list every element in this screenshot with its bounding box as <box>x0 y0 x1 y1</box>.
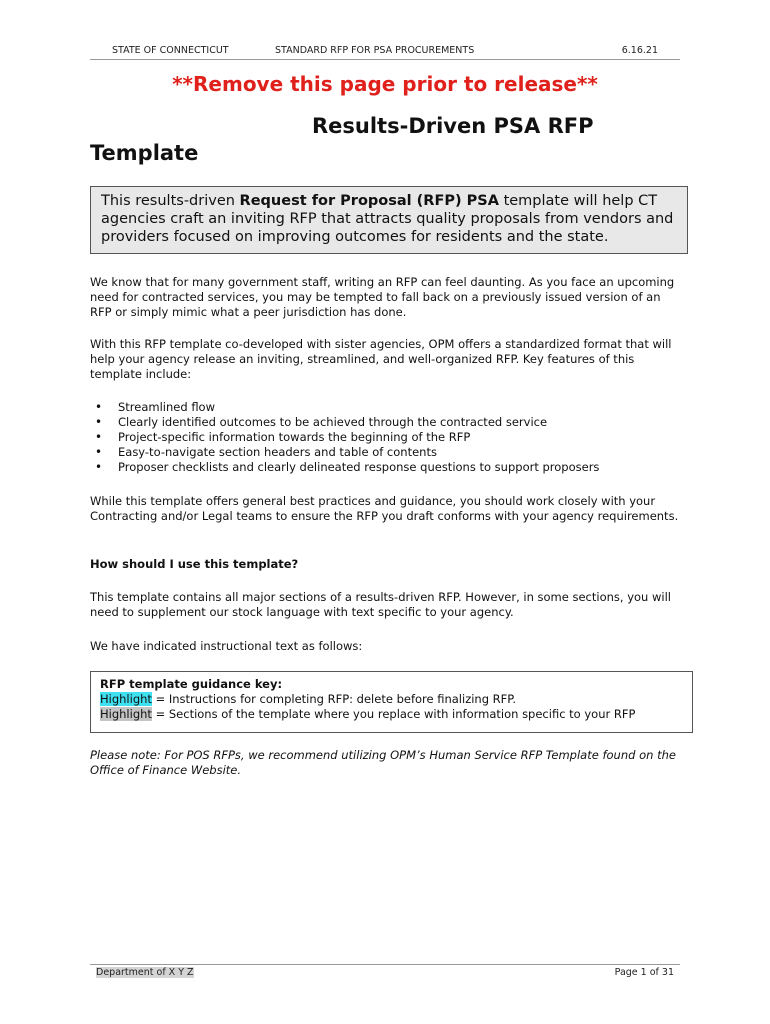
paragraph-template-intro: With this RFP template co-developed with sister agencies, OPM offers a standardized format that will help your agency release an inviting, streamlined, and well-organized RFP. Key features of this template include: <box>90 337 672 381</box>
header-state: STATE OF CONNECTICUT <box>112 45 229 56</box>
pos-rfp-note: Please note: For POS RFPs, we recommend utilizing OPM’s Human Service RFP Template found on the Office of Finance Website. <box>90 748 676 777</box>
guidance-key-text-replace: = Sections of the template where you replace with information specific to your RFP <box>151 707 636 721</box>
paragraph-daunting: We know that for many government staff, writing an RFP can feel daunting. As you face an upcoming need for contracted services, you may be tempted to fall back on a previously issued version of an RFP or simply mimic what a peer jurisdiction has done. <box>90 275 675 319</box>
guidance-key-line-replace <box>100 707 692 722</box>
paragraph-instructional-text: We have indicated instructional text as follows: <box>90 639 363 653</box>
list-item: • Clearly identified outcomes to be achieved through the contracted service <box>90 415 680 430</box>
callout-suffix: template will help CT agencies craft an inviting RFP that attracts quality proposals from vendors and providers focused on improving outcomes for residents and the state. <box>101 193 674 245</box>
footer-page-number: Page 1 of 31 <box>614 967 674 978</box>
header-date: 6.16.21 <box>621 45 658 56</box>
document-title-line1: Results-Driven PSA RFP <box>312 114 594 138</box>
guidance-key-text-instructions: = Instructions for completing RFP: delete before finalizing RFP. <box>151 692 517 706</box>
page-footer <box>90 964 680 978</box>
paragraph-guidance: While this template offers general best practices and guidance, you should work closely with your Contracting and/or Legal teams to ensure the RFP you draft conforms with your agency requirements. <box>90 494 679 523</box>
features-list <box>90 400 680 475</box>
guidance-key-line-instructions <box>100 692 692 707</box>
guidance-key-title: RFP template guidance key: <box>100 677 283 691</box>
page-header <box>90 45 680 60</box>
paragraph-sections: This template contains all major sections of a results-driven RFP. However, in some sections, you will need to supplement our stock language with text specific to your agency. <box>90 590 671 619</box>
list-item: • Proposer checklists and clearly delineated response questions to support proposers <box>90 460 680 475</box>
header-doc-type: STANDARD RFP FOR PSA PROCUREMENTS <box>275 45 475 56</box>
list-item: • Streamlined flow <box>90 400 680 415</box>
intro-callout <box>90 186 688 254</box>
guidance-key-box <box>90 671 693 733</box>
document-title-line2: Template <box>90 141 199 165</box>
list-item: • Easy-to-navigate section headers and table of contents <box>90 445 680 460</box>
callout-bold: Request for Proposal (RFP) PSA <box>239 193 499 209</box>
list-item: • Project-specific information towards the beginning of the RFP <box>90 430 680 445</box>
highlight-swatch-instructions: Highlight <box>100 692 152 706</box>
highlight-swatch-replace: Highlight <box>100 707 152 721</box>
remove-page-banner: **Remove this page prior to release** <box>172 72 598 96</box>
footer-department: Department of X Y Z <box>96 967 194 978</box>
section-heading-how-to-use: How should I use this template? <box>90 557 299 571</box>
callout-prefix: This results-driven <box>101 193 240 209</box>
